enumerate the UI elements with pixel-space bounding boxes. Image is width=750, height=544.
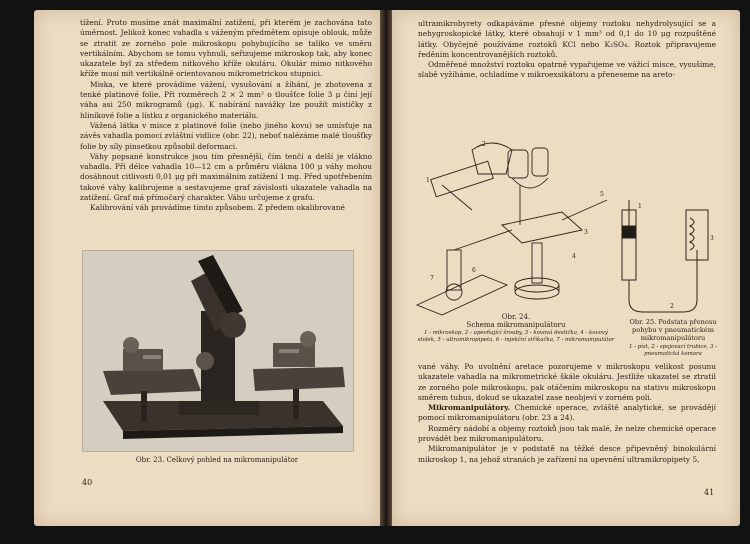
left-text-block xyxy=(80,18,372,214)
left-page xyxy=(34,10,380,526)
paragraph: Kalibrování váh provádíme tímto způsobem. Z předem okalibrované xyxy=(90,203,345,213)
svg-text:2: 2 xyxy=(670,303,674,310)
svg-text:4: 4 xyxy=(572,253,576,260)
paragraph: ultramikrobyrety odkapáváme přesné objemy roztoku nehydrolysující se a nehygroskopické látky, které obsahují v 1 mm³ od 0,1 do 10 μg rozpuštěné látky. Obyčejně používáme roztoků KCl nebo K₂SO₄. Roztok připravujeme ředěním koncentrovanějších roztoků. xyxy=(418,19,716,59)
svg-text:6: 6 xyxy=(472,267,476,274)
book-gutter xyxy=(380,10,392,526)
paragraph: Miska, ve které provádíme vážení, vysušování a žíhání, je zhotovena z tenké platinové folie. Při rozměrech 2 × 2 mm² o tloušťce folie 3 μ činí její váha asi 250 mikrogramů (μg). K nabírání navážky lze použít mističky z hliníkové folie a lístku z organického materiálu. xyxy=(80,79,372,120)
section-heading: Mikromanipulátory. xyxy=(428,403,511,413)
figure-25-pneumatic-diagram xyxy=(612,200,722,320)
paragraph: vané váhy. Po uvolnění aretace pozorujeme v mikroskopu velikost posunu ukazatele vahadla na mikrometrické škále okuláru. Jestliže ukazatel se ztratil ze zorného pole mikroskopu, pak otáčením mikroskopu na stativu mikroskopu směrem tubus, dokud se ukazatel zase neobjeví v zorném poli. xyxy=(418,362,716,402)
figure-25-legend: 1 - píst, 2 - spojovací trubice, 3 - pneumatická komora xyxy=(629,344,717,357)
page-number-left: 40 xyxy=(82,478,93,487)
paragraph: Mikromanipulátor je v podstatě na těžké desce připevněný binokulární mikroskop 1, na jehož stranách je zařízení na upevnění ultramikropipety 5, xyxy=(418,444,716,464)
svg-text:5: 5 xyxy=(600,191,604,198)
svg-text:1: 1 xyxy=(638,203,642,210)
micromanipulator-illustration xyxy=(83,251,353,451)
svg-text:7: 7 xyxy=(430,275,434,282)
paragraph: tížení. Proto musíme znát maximální zatížení, při kterém je zachována tato úměrnost. Jelikož konec vahadla s váženým předmětem opisuje oblouk, může se ztratit ze zorného pole mikroskopu pohybujícího se taliko ve směru vertikálním. Abychom se tomu vyhnuli, seřizujeme mikroskop tak, aby konec ukazatele byl za středem nitkového kříže okuláru. Okulár mimo nitkového kříže musí mít vertikálně orientovanou mikrometrickou stupnici. xyxy=(80,18,372,79)
micromanipulator-photo xyxy=(82,250,354,452)
paragraph: Vážená látka v misce z platinové folie (nebo jiného kovu) se umísťuje na závěs vahadla pomocí zvláštní vidlice (obr. 22), neboť nalézáme malé tloušťky folie by síly pinsetkou způsobil deformaci. xyxy=(80,120,372,151)
right-bottom-text-block xyxy=(418,362,716,465)
paragraph: Odměřené množství roztoku opatrně vypařujeme ve vážicí misce, vysušíme, slabě vyžíháme, ochladíme v mikroexsikátoru a přeneseme na areto- xyxy=(418,60,716,80)
right-top-text-block xyxy=(418,19,716,81)
figure-24-legend: 1 - mikroskop, 2 - upevňující šrouby, 3 - kovová destička, 4 - kovový stolek, 5 - ultramikropipeta, 6 - injekční stříkačka, 7 - mikromanipulátor xyxy=(417,330,615,343)
paragraph: Rozměry nádobí a objemy roztoků jsou tak malé, že nelze chemické operace provádět bez mikromanipulátoru. xyxy=(418,423,716,444)
svg-text:3: 3 xyxy=(710,235,714,242)
figure-23-caption: Obr. 23. Celkový pohled na mikromanipulátor xyxy=(135,456,299,464)
svg-text:2: 2 xyxy=(482,141,486,148)
figure-24-caption-subtitle: Schema mikromanipulátoru xyxy=(466,321,566,329)
right-page xyxy=(392,10,740,526)
figure-25-caption: Obr. 25. Podstata přenosu pohybu v pneumatickém mikromanipulátoru xyxy=(629,318,717,342)
page-number-right: 41 xyxy=(704,488,715,497)
section-text: Chemické operace, zvláště analytické, se provádějí pomocí mikromanipulátoru (obr. 23 a 24). xyxy=(418,403,716,423)
figure-24-schema xyxy=(412,130,612,320)
figure-24-caption-title: Obr. 24. xyxy=(501,313,531,321)
paragraph: Váhy popsané konstrukce jsou tím přesnější, čím tenčí a delší je vlákno vahadla. Při délce vahadla 10—12 cm a průměru vlákna 100 μ váhy mohou dosáhnout citlivosti 0,01 μg při maximálním zatížení 1 mg. Před upotřebením takové váhy kalibrujeme a sestavujeme graf závislosti ukazatele vahadla na zatížení. Graf má přímočarý charakter. Váhu určujeme z grafu. xyxy=(80,151,372,203)
svg-text:1: 1 xyxy=(426,177,430,184)
svg-text:3: 3 xyxy=(584,229,588,236)
